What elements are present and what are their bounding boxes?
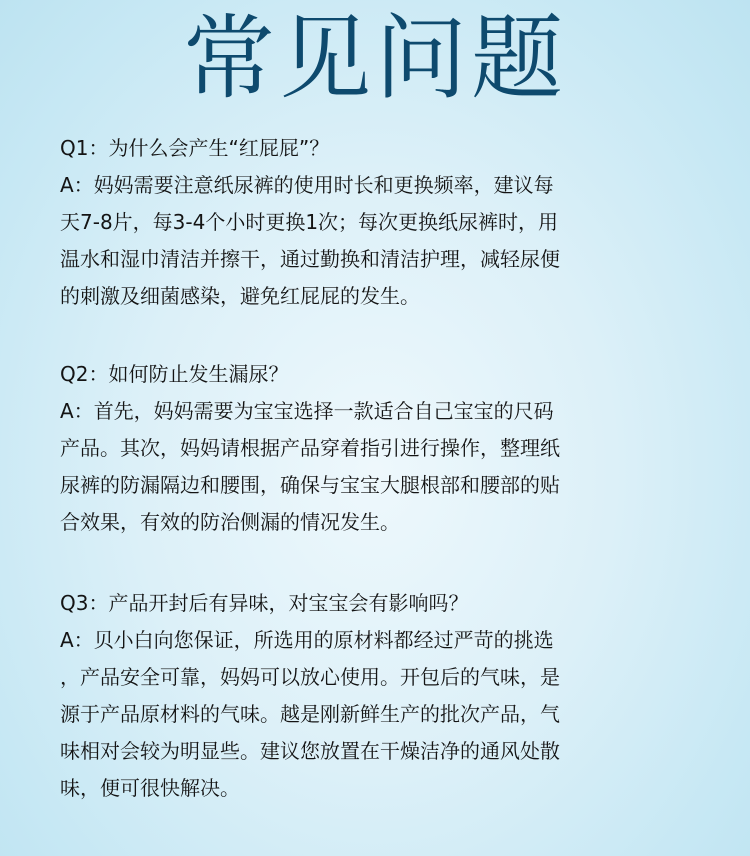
answer-text: 贝小白向您保证，所选用的原材料都经过严苛的挑选 [93,628,554,652]
answer-text: 妈妈需要注意纸尿裤的使用时长和更换频率，建议每 [93,173,554,197]
faq-answer-line: 尿裤的防漏隔边和腰围，确保与宝宝大腿根部和腰部的贴 [60,473,560,497]
faq-answer-line [60,167,700,204]
answer-label: A： [60,628,94,652]
question-label: Q1： [60,136,109,160]
question-label: Q2： [60,362,109,386]
faq-answer-line: 产品。其次，妈妈请根据产品穿着指引进行操作，整理纸 [60,436,560,460]
faq-answer-line: 味，便可很快解决。 [60,776,240,800]
faq-question [60,130,700,167]
faq-answer-line [60,393,700,430]
faq-question [60,356,700,393]
question-text: 为什么会产生“红屁屁”？ [108,136,330,160]
faq-answer-line: 温水和湿巾清洁并擦干，通过勤换和清洁护理，减轻尿便 [60,247,560,271]
question-text: 如何防止发生漏尿？ [108,362,289,386]
faq-answer-line [60,622,700,659]
faq-answer-line: 源于产品原材料的气味。越是刚新鲜生产的批次产品，气 [60,702,560,726]
faq-answer-line: 的刺激及细菌感染，避免红屁屁的发生。 [60,284,420,308]
question-text: 产品开封后有异味，对宝宝会有影响吗？ [108,591,469,615]
question-label: Q3： [60,591,109,615]
faq-item-2 [60,356,700,541]
answer-label: A： [60,399,94,423]
answer-text: 首先，妈妈需要为宝宝选择一款适合自己宝宝的尺码 [93,399,554,423]
faq-answer-line: 味相对会较为明显些。建议您放置在干燥洁净的通风处散 [60,739,560,763]
faq-answer-line: 天7-8片，每3-4个小时更换1次；每次更换纸尿裤时，用 [60,210,559,234]
answer-label: A： [60,173,94,197]
faq-answer-line: 合效果，有效的防治侧漏的情况发生。 [60,510,400,534]
faq-answer-line: ，产品安全可靠，妈妈可以放心使用。开包后的气味，是 [60,665,560,689]
faq-question [60,585,700,622]
faq-item-1 [60,130,700,315]
page-title: 常见问题 [182,5,567,112]
faq-item-3 [60,585,700,807]
